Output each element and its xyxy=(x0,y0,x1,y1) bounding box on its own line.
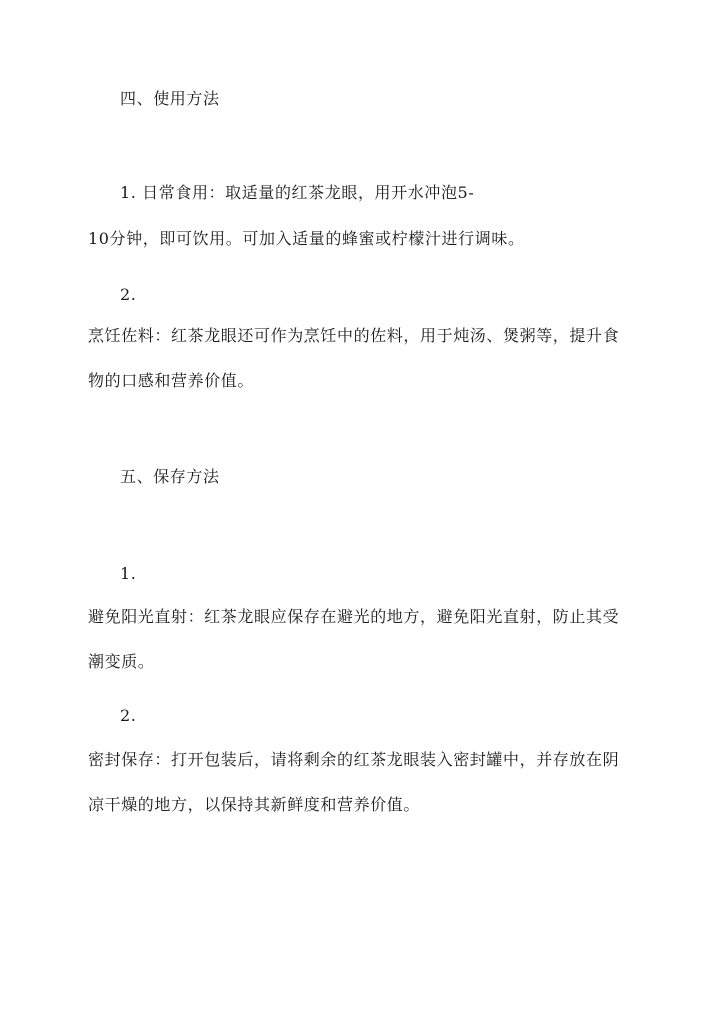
section-heading-usage: 四、使用方法 xyxy=(120,89,220,108)
storage-item-1-number: 1. xyxy=(120,564,137,583)
usage-item-2-body-line-1: 烹饪佐料：红茶龙眼还可作为烹饪中的佐料，用于炖汤、煲粥等，提升食 xyxy=(88,326,620,345)
storage-item-2-body-line-2: 凉干燥的地方，以保持其新鲜度和营养价值。 xyxy=(88,795,421,814)
usage-item-2-number: 2. xyxy=(120,285,137,304)
storage-item-2-body-line-1: 密封保存：打开包装后，请将剩余的红茶龙眼装入密封罐中，并存放在阴 xyxy=(88,750,620,769)
section-heading-storage: 五、保存方法 xyxy=(120,467,220,486)
storage-item-1-body-line-2: 潮变质。 xyxy=(88,652,155,671)
usage-item-1-body-line-1: 10分钟，即可饮用。可加入适量的蜂蜜或柠檬汁进行调味。 xyxy=(88,229,525,248)
storage-item-1-body-line-1: 避免阳光直射：红茶龙眼应保存在避光的地方，避免阳光直射，防止其受 xyxy=(88,607,620,626)
usage-item-2-body-line-2: 物的口感和营养价值。 xyxy=(88,371,255,390)
storage-item-2-number: 2. xyxy=(120,706,137,725)
usage-item-1-lead: 1. 日常食用：取适量的红茶龙眼，用开水冲泡5- xyxy=(120,183,475,202)
